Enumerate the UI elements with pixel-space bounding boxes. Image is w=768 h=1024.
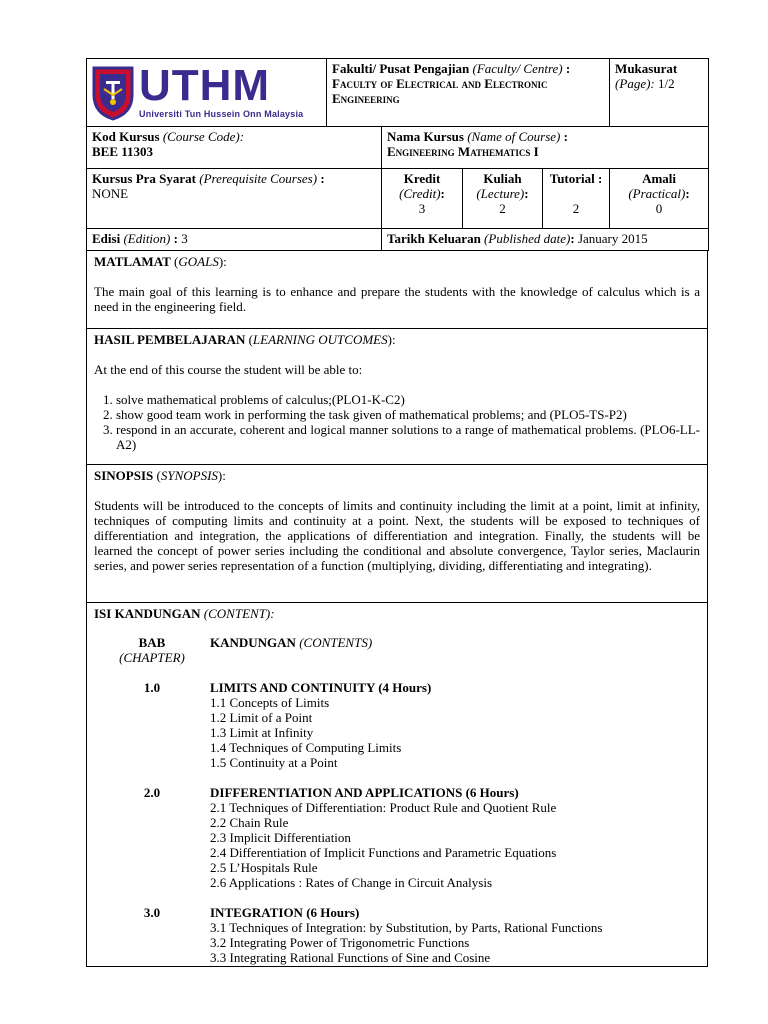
chapter-title: INTEGRATION (6 Hours)	[210, 905, 360, 920]
outcomes-section: HASIL PEMBELAJARAN (LEARNING OUTCOMES): At the end of this course the student will be able to: 1. solve mathematical problems of calculus;(PLO1-K-C2) 2. show good team work in performing the task given of mathematical problems; and (PLO5-TS-P2) 3. respond in an accurate, coherent and logical manner solutions to a range of mathematical problems. (PLO6-LL-A2)	[86, 329, 708, 465]
list-item: 1. solve mathematical problems of calculus;(PLO1-K-C2)	[116, 392, 700, 407]
prereq-cell: Kursus Pra Syarat (Prerequisite Courses) : NONE	[87, 169, 382, 229]
list-item: 3.2 Integrating Power of Trigonometric Functions	[210, 935, 470, 950]
faculty-cell: Fakulti/ Pusat Pengajian (Faculty/ Centre) : Faculty of Electrical and Electronic Engineering	[327, 59, 610, 127]
list-item: 1.4 Techniques of Computing Limits	[210, 740, 402, 755]
practical-cell: Amali (Practical): 0	[610, 169, 709, 229]
synopsis-title: SINOPSIS	[94, 468, 154, 483]
published-label: Tarikh Keluaran	[387, 231, 481, 246]
chapter-column-label-en: (CHAPTER)	[119, 650, 185, 665]
course-name-label-en: (Name of Course)	[467, 129, 561, 144]
chapter-number: 2.0	[143, 785, 161, 800]
outcomes-title: HASIL PEMBELAJARAN	[94, 332, 246, 347]
edition-label: Edisi	[92, 231, 121, 246]
outcomes-intro: At the end of this course the student will be able to:	[94, 362, 363, 377]
practical-label: Amali	[642, 171, 677, 186]
logo-subtitle: Universiti Tun Hussein Onn Malaysia	[139, 108, 304, 119]
header-table	[86, 58, 709, 251]
lecture-label-en: (Lecture)	[476, 186, 525, 201]
page-label: Mukasurat	[615, 61, 678, 76]
list-item: 1.2 Limit of a Point	[210, 710, 313, 725]
lecture-cell: Kuliah (Lecture): 2	[463, 169, 543, 229]
list-item: 2.4 Differentiation of Implicit Functions and Parametric Equations	[210, 845, 557, 860]
chapter-1	[94, 680, 700, 770]
course-name-cell: Nama Kursus (Name of Course) : Engineering Mathematics I	[382, 127, 709, 169]
course-name-label: Nama Kursus	[387, 129, 464, 144]
content-section	[86, 603, 708, 967]
course-code: BEE 11303	[92, 144, 154, 159]
practical-label-en: (Practical)	[628, 186, 686, 201]
edition-cell: Edisi (Edition) : 3	[87, 229, 382, 251]
course-name: Engineering Mathematics I	[387, 144, 539, 159]
outcomes-title-en: LEARNING OUTCOMES	[252, 332, 388, 347]
goals-title-en: GOALS	[178, 254, 219, 269]
published-label-en: (Published date)	[484, 231, 571, 246]
chapter-number: 3.0	[143, 905, 161, 920]
list-item: 2.5 L’Hospitals Rule	[210, 860, 318, 875]
published-cell: Tarikh Keluaran (Published date): January 2015	[382, 229, 709, 251]
credit-label-en: (Credit)	[399, 186, 441, 201]
list-item: 2. show good team work in performing the task given of mathematical problems; and (PLO5-TS-P2)	[116, 407, 700, 422]
chapter-title: DIFFERENTIATION AND APPLICATIONS (6 Hours)	[210, 785, 519, 800]
list-item: 2.3 Implicit Differentiation	[210, 830, 351, 845]
faculty-value: Faculty of Electrical and Electronic Engineering	[332, 76, 548, 106]
course-info-page	[86, 58, 708, 967]
goals-text: The main goal of this learning is to enhance and prepare the students with the knowledge of calculus which is a need in the engineering field.	[94, 284, 700, 314]
contents-column-label-en: (CONTENTS)	[299, 635, 373, 650]
practical-value: 0	[655, 201, 663, 216]
chapter-title: LIMITS AND CONTINUITY (4 Hours)	[210, 680, 432, 695]
list-item: 1.3 Limit at Infinity	[210, 725, 314, 740]
faculty-label: Fakulti/ Pusat Pengajian	[332, 61, 470, 76]
synopsis-text: Students will be introduced to the concepts of limits and continuity including the limit at a point, limit at infinity, techniques of computing limits and continuity at a point. Next, the students will be exposed to techniques of differentiation and integration, the applications of differentiation and integration. Finally, the students will be learned the concept of power series including the conditional and absolute convergence, Taylor series, Maclaurin series, and power series representation of a function (multiplying, dividing, differentiating and integrating).	[94, 498, 700, 573]
chapter-3	[94, 905, 700, 965]
course-code-label: Kod Kursus	[92, 129, 160, 144]
published-value: January 2015	[577, 231, 648, 246]
outcomes-list	[94, 392, 700, 452]
chapter-2	[94, 785, 700, 890]
goals-title: MATLAMAT	[94, 254, 171, 269]
contents-column-label: KANDUNGAN	[210, 635, 296, 650]
synopsis-title-en: SYNOPSIS	[160, 468, 218, 483]
logo-wordmark: UTHM	[139, 60, 271, 110]
credit-label: Kredit	[403, 171, 441, 186]
credit-cell: Kredit (Credit): 3	[382, 169, 463, 229]
crest-icon	[91, 65, 135, 121]
list-item: 2.6 Applications : Rates of Change in Circuit Analysis	[210, 875, 493, 890]
list-item: 3.3 Integrating Rational Functions of Sine and Cosine	[210, 950, 491, 965]
lecture-value: 2	[499, 201, 506, 216]
content-header	[94, 635, 700, 665]
list-item: 3.1 Techniques of Integration: by Substitution, by Parts, Rational Functions	[210, 920, 603, 935]
course-code-cell	[87, 127, 382, 169]
tutorial-cell	[543, 169, 610, 229]
list-item: 2.1 Techniques of Differentiation: Product Rule and Quotient Rule	[210, 800, 557, 815]
lecture-label: Kuliah	[483, 171, 522, 186]
list-item: 1.1 Concepts of Limits	[210, 695, 330, 710]
course-code-label-en: (Course Code):	[162, 129, 245, 144]
page-value: 1/2	[658, 76, 675, 91]
list-item: 2.2 Chain Rule	[210, 815, 289, 830]
list-item: 3. respond in an accurate, coherent and logical manner solutions to a range of mathematical problems. (PLO6-LL-A2)	[116, 422, 700, 452]
faculty-label-en: (Faculty/ Centre)	[472, 61, 563, 76]
list-item: 1.5 Continuity at a Point	[210, 755, 338, 770]
edition-value: 3	[181, 231, 188, 246]
prereq-value: NONE	[92, 186, 129, 201]
credit-value: 3	[418, 201, 426, 216]
prereq-label-en: (Prerequisite Courses)	[199, 171, 318, 186]
content-title: ISI KANDUNGAN	[94, 606, 201, 621]
chapter-column-label: BAB	[138, 635, 166, 650]
university-logo	[91, 60, 322, 122]
tutorial-label: Tutorial :	[549, 171, 603, 186]
page-label-en: (Page):	[615, 76, 655, 91]
content-title-en: (CONTENT):	[203, 606, 275, 621]
goals-section: MATLAMAT (GOALS): The main goal of this learning is to enhance and prepare the students with the knowledge of calculus which is a need in the engineering field.	[86, 251, 708, 329]
chapter-number: 1.0	[143, 680, 161, 695]
page-cell	[610, 59, 709, 127]
synopsis-section: SINOPSIS (SYNOPSIS): Students will be introduced to the concepts of limits and continuity including the limit at a point, limit at infinity, techniques of computing limits and continuity at a point. Next, the students will be exposed to techniques of differentiation and integration, the applications of differentiation and integration. Finally, the students will be learned the concept of power series including the conditional and absolute convergence, Taylor series, Maclaurin series, and power series representation of a function (multiplying, dividing, differentiating and integrating).	[86, 465, 708, 603]
logo-cell	[87, 59, 327, 127]
edition-label-en: (Edition)	[123, 231, 171, 246]
tutorial-value: 2	[572, 201, 580, 216]
prereq-label: Kursus Pra Syarat	[92, 171, 196, 186]
